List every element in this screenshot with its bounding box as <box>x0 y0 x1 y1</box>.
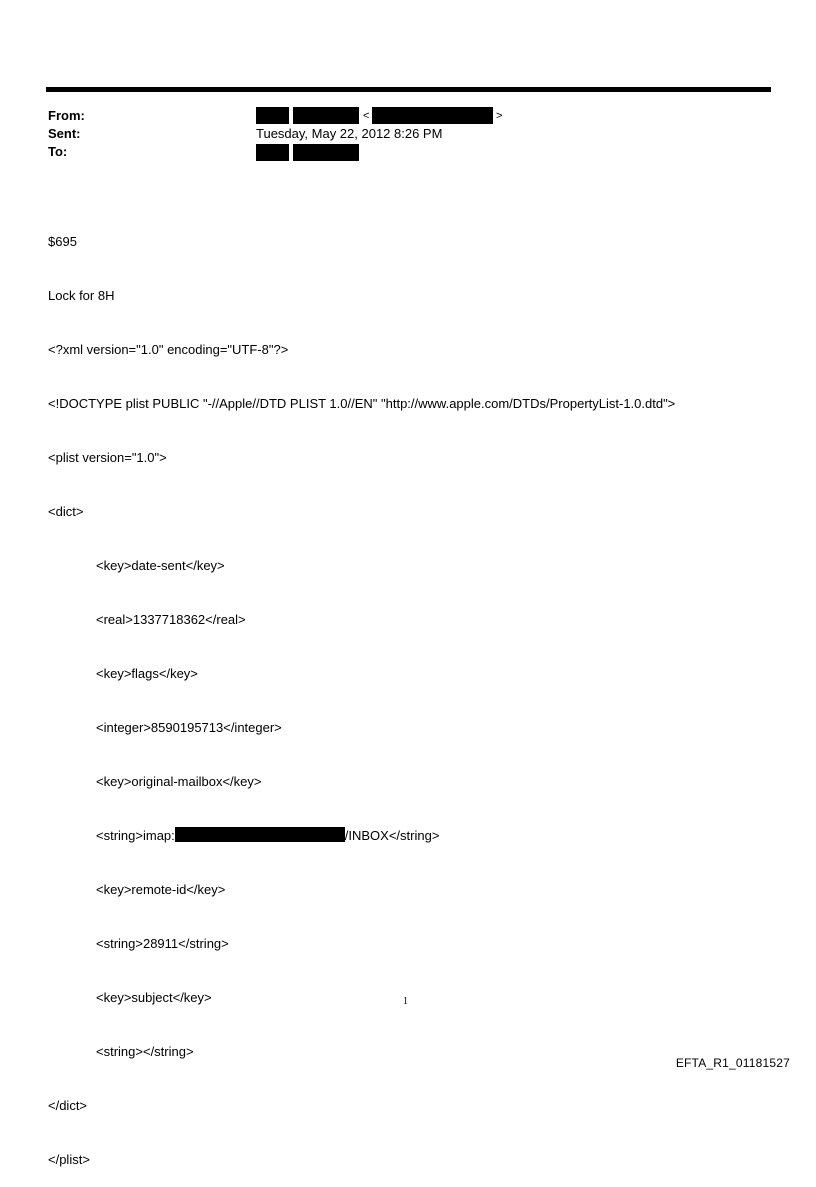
body-line: <string></string> <box>96 1044 194 1059</box>
sent-label: Sent: <box>48 126 81 141</box>
mailbox-redaction <box>175 827 345 842</box>
body-line: <key>flags</key> <box>96 666 198 681</box>
body-line: <key>original-mailbox</key> <box>96 774 262 789</box>
mailbox-suffix: /INBOX</string> <box>344 828 440 843</box>
body-line: <!DOCTYPE plist PUBLIC "-//Apple//DTD PLIST 1.0//EN" "http://www.apple.com/DTDs/PropertyList-1.0.dtd"> <box>48 396 676 411</box>
from-email-redaction <box>372 107 493 124</box>
body-line: </dict> <box>48 1098 88 1113</box>
to-label: To: <box>48 144 68 159</box>
body-line: <dict> <box>48 504 84 519</box>
body-line: <real>1337718362</real> <box>96 612 246 627</box>
body-line-mailbox <box>48 827 675 845</box>
message-body <box>48 197 675 1187</box>
body-line: <string>28911</string> <box>96 936 229 951</box>
from-name-redaction-last <box>293 107 359 124</box>
from-label: From: <box>48 108 85 123</box>
body-line: <integer>8590195713</integer> <box>96 720 282 735</box>
sent-value: Tuesday, May 22, 2012 8:26 PM <box>256 126 443 141</box>
to-name-redaction-first <box>256 144 289 161</box>
to-name-redaction-last <box>293 144 359 161</box>
page-number: 1 <box>403 996 408 1007</box>
header-rule <box>46 87 771 92</box>
bates-number: EFTA_R1_01181527 <box>675 1056 790 1070</box>
body-line: </plist> <box>48 1152 90 1167</box>
body-line: <plist version="1.0"> <box>48 450 167 465</box>
body-line: <?xml version="1.0" encoding="UTF-8"?> <box>48 342 289 357</box>
body-line: <key>subject</key> <box>96 990 212 1005</box>
body-line: $695 <box>48 234 77 249</box>
from-email-open-bracket: < <box>363 110 370 122</box>
mailbox-prefix: <string>imap: <box>96 828 175 843</box>
body-line: Lock for 8H <box>48 288 115 303</box>
body-line: <key>date-sent</key> <box>96 558 225 573</box>
from-name-redaction-first <box>256 107 289 124</box>
body-line: <key>remote-id</key> <box>96 882 226 897</box>
from-email-close-bracket: > <box>496 110 503 122</box>
